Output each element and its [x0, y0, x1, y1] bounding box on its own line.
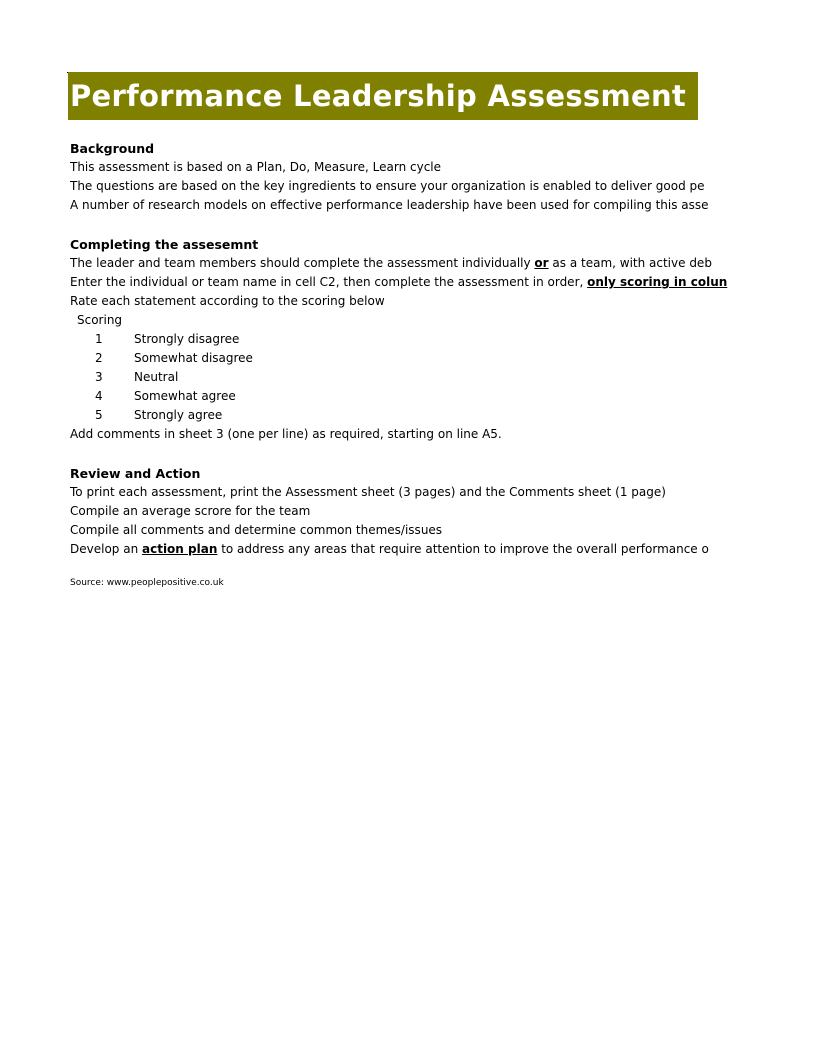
score-label: Somewhat disagree — [134, 351, 253, 365]
score-number: 3 — [95, 370, 103, 384]
section-gap — [70, 444, 698, 464]
review-line-4-end: to address any areas that require attention to improve the overall performance o — [217, 542, 709, 556]
section-gap — [70, 215, 698, 235]
review-heading: Review and Action — [70, 466, 201, 481]
background-line-3: A number of research models on effective performance leadership have been used for compiling this asse — [70, 198, 709, 212]
score-row — [70, 387, 698, 406]
source-note: Source: www.peoplepositive.co.uk — [70, 578, 224, 588]
document-body — [70, 139, 728, 589]
completing-line-2 — [70, 273, 728, 292]
completing-line-2-emphasis: only scoring in colun — [587, 275, 728, 289]
review-line-3: Compile all comments and determine common themes/issues — [70, 523, 443, 537]
completing-line-1-start: The leader and team members should complete the assessment individually — [70, 256, 535, 270]
title-banner — [68, 72, 698, 120]
review-line-4-start: Develop an — [70, 542, 142, 556]
score-number: 1 — [95, 332, 103, 346]
review-line-1: To print each assessment, print the Assessment sheet (3 pages) and the Comments sheet (1 page) — [70, 485, 666, 499]
completing-line-2-start: Enter the individual or team name in cell C2, then complete the assessment in order, — [70, 275, 588, 289]
completing-heading: Completing the assesemnt — [70, 237, 259, 252]
background-line-2: The questions are based on the key ingredients to ensure your organization is enabled to deliver good pe — [70, 179, 705, 193]
score-row — [70, 330, 698, 349]
scoring-label: Scoring — [77, 313, 123, 327]
completing-line-1-emphasis: or — [534, 256, 549, 270]
score-label: Neutral — [134, 370, 179, 384]
score-row — [70, 406, 698, 425]
score-number: 4 — [95, 389, 103, 403]
background-line-1: This assessment is based on a Plan, Do, Measure, Learn cycle — [70, 160, 442, 174]
completing-line-1-end: as a team, with active deb — [548, 256, 712, 270]
comments-instruction: Add comments in sheet 3 (one per line) as required, starting on line A5. — [70, 427, 502, 441]
review-line-2: Compile an average scrore for the team — [70, 504, 311, 518]
action-plan-emphasis: action plan — [142, 542, 218, 556]
score-label: Strongly agree — [134, 408, 223, 422]
score-number: 2 — [95, 351, 103, 365]
score-label: Strongly disagree — [134, 332, 240, 346]
page-title: Performance Leadership Assessment — [70, 79, 687, 113]
background-heading: Background — [70, 141, 155, 156]
score-row — [70, 368, 698, 387]
score-label: Somewhat agree — [134, 389, 236, 403]
completing-line-3: Rate each statement according to the scoring below — [70, 294, 385, 308]
completing-line-1 — [70, 254, 712, 273]
score-number: 5 — [95, 408, 103, 422]
review-line-4 — [70, 540, 709, 559]
score-row — [70, 349, 698, 368]
